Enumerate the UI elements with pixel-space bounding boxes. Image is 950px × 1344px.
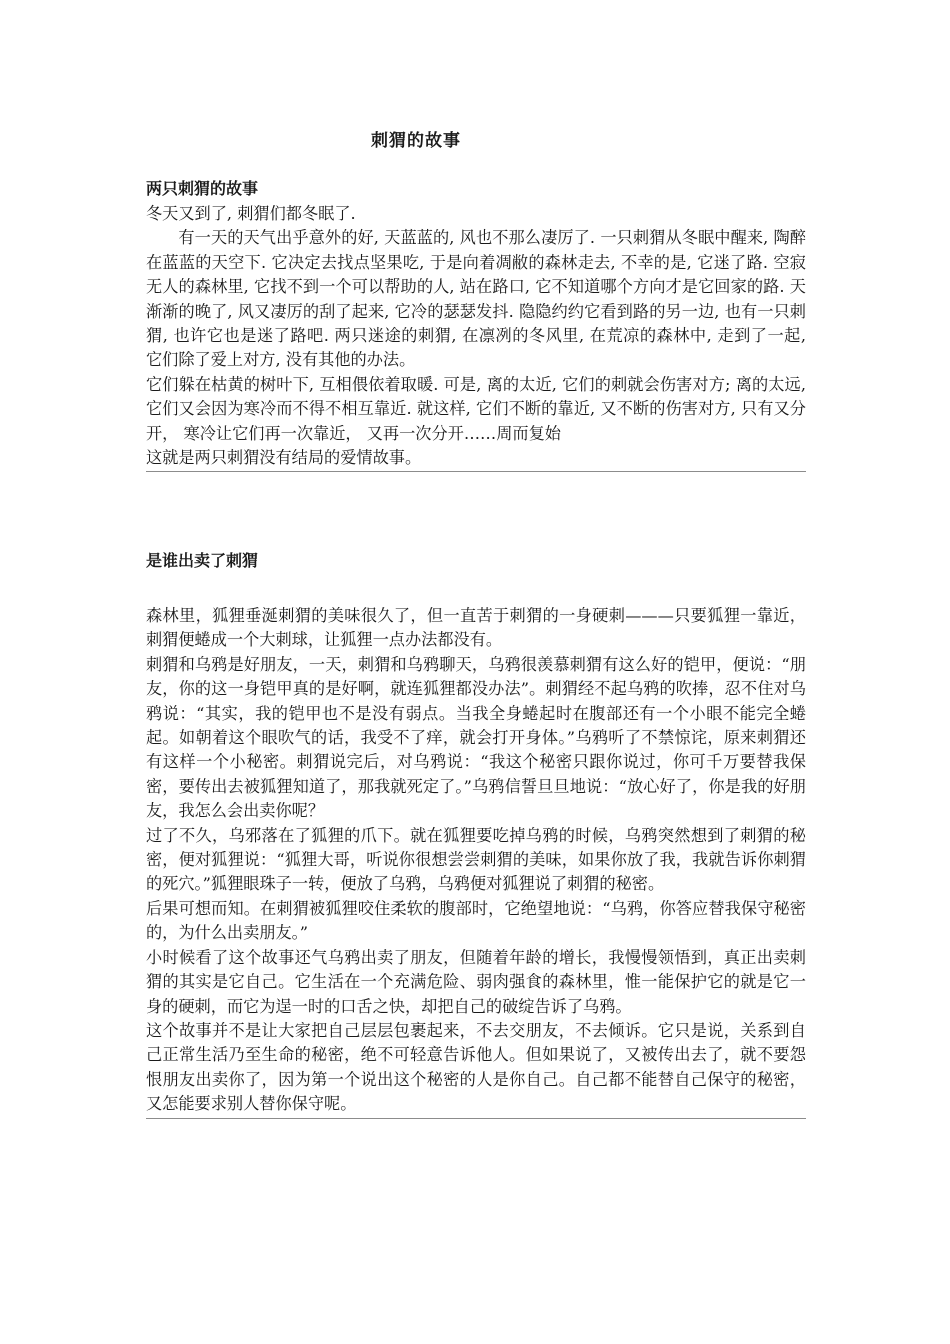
paragraph: 过了不久，乌邪落在了狐狸的爪下。就在狐狸要吃掉乌鸦的时候，乌鸦突然想到了刺猬的秘密，便对狐狸说：“狐狸大哥，听说你很想尝尝刺猬的美味，如果你放了我，我就告诉你刺猬的死穴。”狐狸眼珠子一转，便放了乌鸦，乌鸦便对狐狸说了刺猬的秘密。 [146,825,806,894]
paragraph: 冬天又到了, 刺猬们都冬眠了. [146,204,356,223]
section-divider [146,1118,806,1119]
section-heading: 两只刺猬的故事 [146,179,259,198]
paragraph: 有一天的天气出乎意外的好, 天蓝蓝的, 风也不那么凄厉了. 一只刺猬从冬眠中醒来, 陶醉在蓝蓝的天空下. 它决定去找点坚果吃, 于是向着凋敝的森林走去, 不幸的是, 它迷了路. 空寂无人的森林里, 它找不到一个可以帮助的人, 站在路口, 它不知道哪个方向才是它回家的路. 天渐渐的晚了, 风又凄厉的刮了起来, 它冷的瑟瑟发抖. 隐隐约约它看到路的另一边, 也有一只刺猬, 也许它也是迷了路吧. 两只迷途的刺猬, 在凛冽的冬风里, 在荒凉的森林中, 走到了一起, 它们除了爱上对方, 没有其他的办法。 [146,228,806,370]
section-who-betrayed-hedgehog [146,548,806,1119]
document-title: 刺猬的故事 [371,131,461,151]
section-divider [146,471,806,472]
paragraph: 这就是两只刺猬没有结局的爱情故事。 [146,448,422,468]
spacer [146,574,806,604]
paragraph: 后果可想而知。在刺猬被狐狸咬住柔软的腹部时，它绝望地说：“乌鸦，你答应替我保守秘密的，为什么出卖朋友。” [146,898,806,943]
section-two-hedgehogs [146,176,806,472]
section-heading: 是谁出卖了刺猬 [146,551,259,570]
paragraph: 小时候看了这个故事还气乌鸦出卖了朋友，但随着年龄的增长，我慢慢领悟到，真正出卖刺猬的其实是它自己。它生活在一个充满危险、弱肉强食的森林里，惟一能保护它的就是它一身的硬刺，而它为逞一时的口舌之快，却把自己的破绽告诉了乌鸦。 [146,947,806,1016]
paragraph: 森林里，狐狸垂涎刺猬的美味很久了，但一直苦于刺猬的一身硬刺———只要狐狸一靠近，刺猬便蜷成一个大刺球，让狐狸一点办法都没有。 [146,606,806,650]
paragraph: 它们躲在枯黄的树叶下, 互相偎依着取暖. 可是, 离的太近, 它们的刺就会伤害对方; 离的太远, 它们又会因为寒冷而不得不相互靠近. 就这样, 它们不断的靠近, 又不断的伤害对方, 只有又分开， 寒冷让它们再一次靠近， 又再一次分开……周而复始 [146,374,806,443]
paragraph: 刺猬和乌鸦是好朋友，一天，刺猬和乌鸦聊天，乌鸦很羡慕刺猬有这么好的铠甲，便说：“朋友，你的这一身铠甲真的是好啊，就连狐狸都没办法”。刺猬经不起乌鸦的吹捧，忍不住对乌鸦说：“其实，我的铠甲也不是没有弱点。当我全身蜷起时在腹部还有一个小眼不能完全蜷起。如朝着这个眼吹气的话，我受不了痒，就会打开身体。”乌鸦听了不禁惊诧，原来刺猬还有这样一个小秘密。刺猬说完后，对乌鸦说：“我这个秘密只跟你说过，你可千万要替我保密，要传出去被狐狸知道了，那我就死定了。”乌鸦信誓旦旦地说：“放心好了，你是我的好朋友，我怎么会出卖你呢？ [146,654,806,821]
paragraph: 这个故事并不是让大家把自己层层包裹起来，不去交朋友，不去倾诉。它只是说，关系到自己正常生活乃至生命的秘密，绝不可轻意告诉他人。但如果说了，又被传出去了，就不要怨恨朋友出卖你了，因为第一个说出这个秘密的人是你自己。自己都不能替自己保守的秘密，又怎能要求别人替你保守呢。 [146,1020,806,1114]
